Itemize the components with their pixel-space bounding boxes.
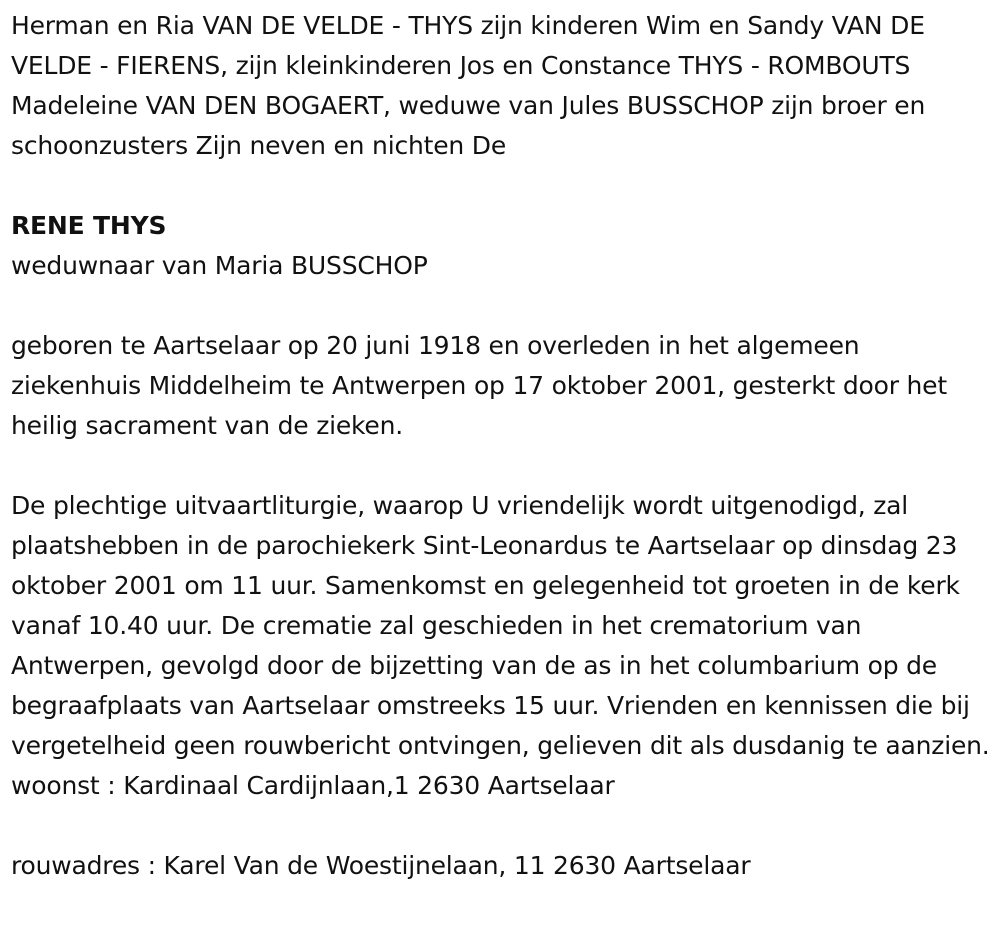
spacer	[11, 806, 993, 846]
funeral-details-paragraph: De plechtige uitvaartliturgie, waarop U vriendelijk wordt uitgenodigd, zal plaatshebben in de parochiekerk Sint-Leonardus te Aartselaar op dinsdag 23 oktober 2001 om 11 uur. Samenkomst en gelegenheid tot groeten in de kerk vanaf 10.40 uur. De crematie zal geschieden in het crematorium van Antwerpen, gevolgd door de bijzetting van de as in het columbarium op de begraafplaats van Aartselaar omstreeks 15 uur. Vrienden en kennissen die bij vergetelheid geen rouwbericht ontvingen, gelieven dit als dusdanig te aanzien. woonst : Kardinaal Cardijnlaan,1 2630 Aartselaar	[11, 491, 990, 800]
spacer	[11, 166, 993, 206]
family-intro-paragraph: Herman en Ria VAN DE VELDE - THYS zijn kinderen Wim en Sandy VAN DE VELDE - FIERENS, zijn kleinkinderen Jos en Constance THYS - ROMBOUTS Madeleine VAN DEN BOGAERT, weduwe van Jules BUSSCHOP zijn broer en schoonzusters Zijn neven en nichten De	[11, 11, 926, 160]
birth-death-paragraph: geboren te Aartselaar op 20 juni 1918 en overleden in het algemeen ziekenhuis Middelheim te Antwerpen op 17 oktober 2001, gesterkt door het heilig sacrament van de zieken.	[11, 331, 947, 440]
spacer	[11, 446, 993, 486]
obituary-notice	[11, 6, 993, 886]
spacer	[11, 286, 993, 326]
mourning-address-line: rouwadres : Karel Van de Woestijnelaan, 11 2630 Aartselaar	[11, 851, 751, 880]
widower-of-line: weduwnaar van Maria BUSSCHOP	[11, 251, 428, 280]
deceased-name: RENE THYS	[11, 211, 167, 240]
